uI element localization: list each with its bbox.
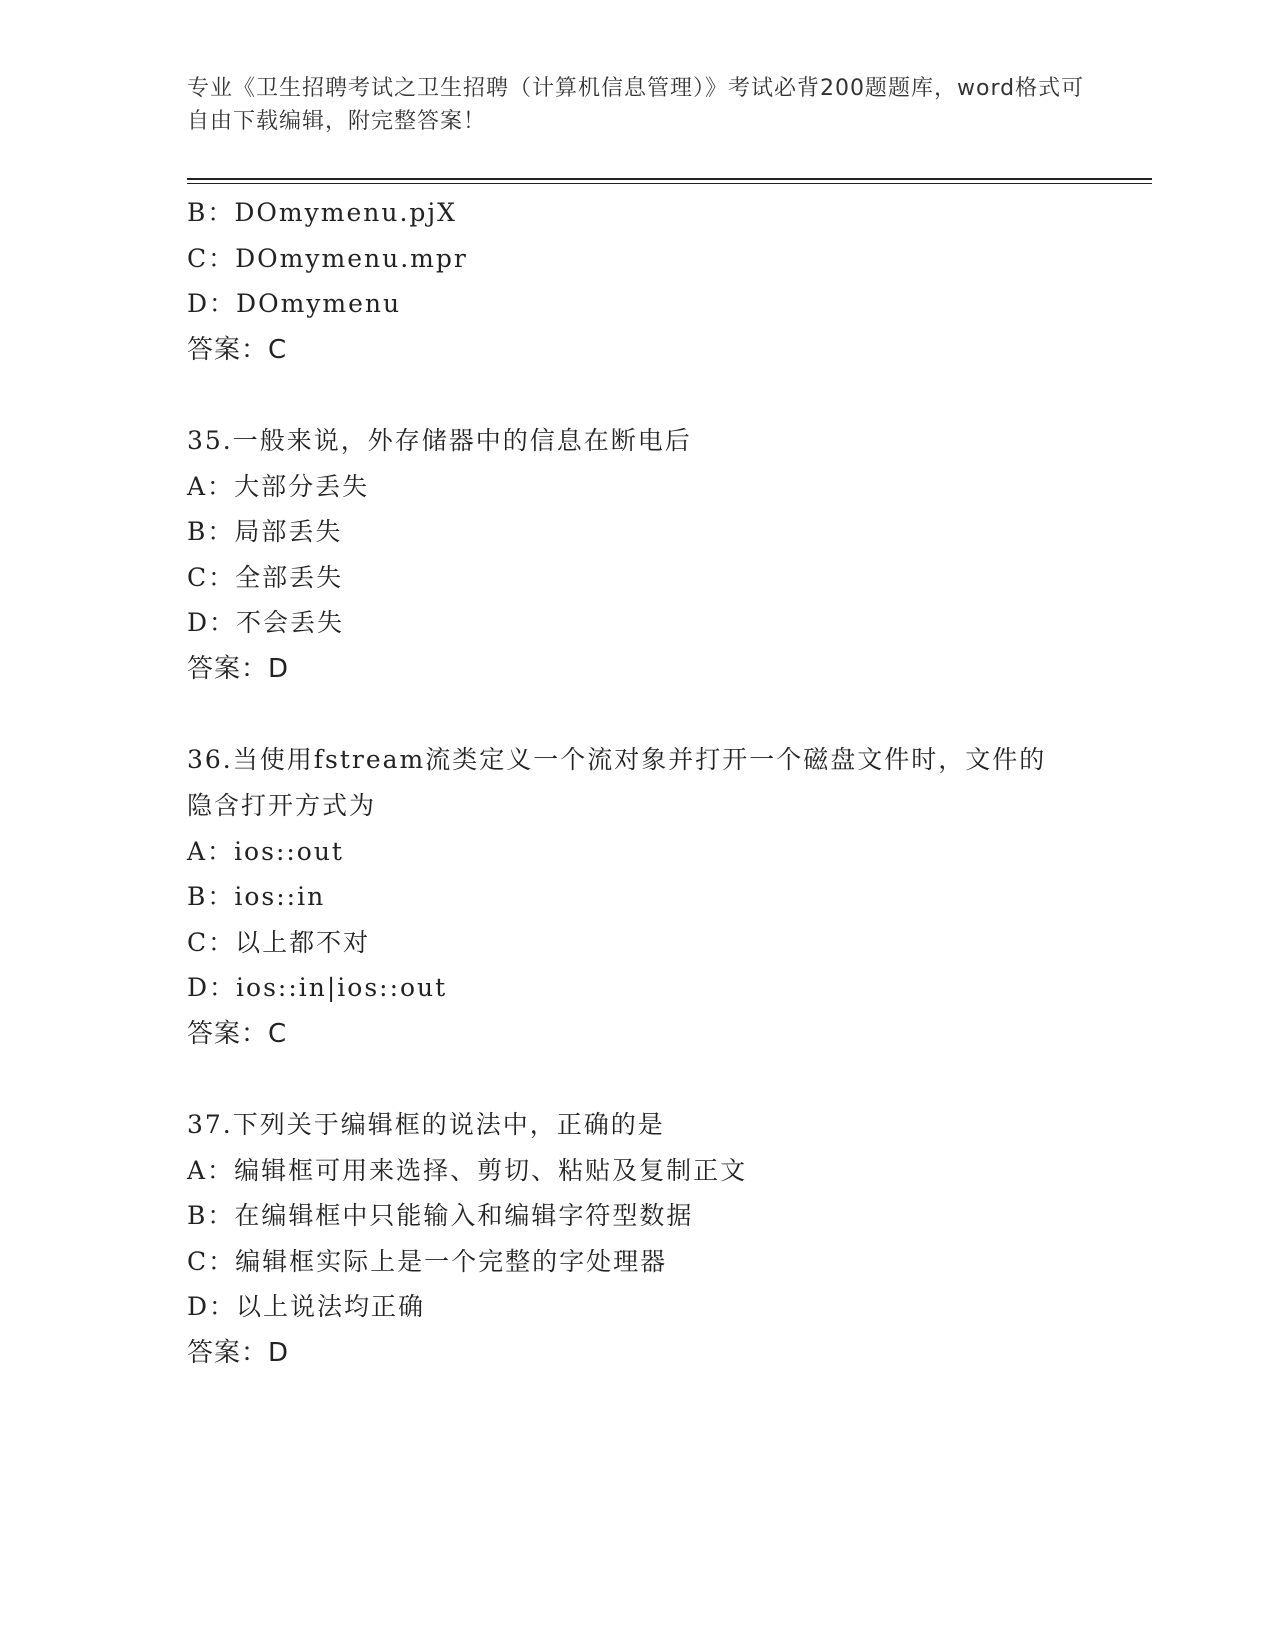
question-36 <box>187 737 1087 1057</box>
answer-line: 答案：D <box>187 1337 290 1368</box>
option-b: B：ios::in <box>187 882 326 911</box>
option-b: B：在编辑框中只能输入和编辑字符型数据 <box>187 1201 694 1230</box>
option-b: B：DOmymenu.pjX <box>187 198 457 227</box>
question-34-continued <box>187 190 1087 373</box>
option-a: A：ios::out <box>187 836 344 866</box>
option-c: C：全部丢失 <box>187 562 344 592</box>
question-title: 37.下列关于编辑框的说法中，正确的是 <box>187 1109 665 1139</box>
option-d: D：不会丢失 <box>187 608 345 637</box>
answer-line: 答案：C <box>187 1018 288 1049</box>
option-a: A：编辑框可用来选择、剪切、粘贴及复制正文 <box>187 1155 748 1185</box>
option-d: D：ios::in|ios::out <box>187 973 448 1002</box>
option-a: A：大部分丢失 <box>187 471 370 501</box>
option-b: B：局部丢失 <box>187 517 343 546</box>
option-c: C：以上都不对 <box>187 927 371 957</box>
question-37 <box>187 1102 1087 1376</box>
header-rule-thin <box>187 183 1152 184</box>
page-header: 专业《卫生招聘考试之卫生招聘（计算机信息管理）》考试必背200题题库，word格式可自由下载编辑，附完整答案！ <box>187 76 1085 134</box>
question-35 <box>187 418 1087 692</box>
question-title: 35.一般来说，外存储器中的信息在断电后 <box>187 425 692 455</box>
header-rule-thick <box>187 178 1152 180</box>
question-title: 36.当使用fstream流类定义一个流对象并打开一个磁盘文件时，文件的隐含打开方式为 <box>187 744 1047 820</box>
answer-line: 答案：D <box>187 653 290 684</box>
option-c: C：DOmymenu.mpr <box>187 243 468 273</box>
option-c: C：编辑框实际上是一个完整的字处理器 <box>187 1246 668 1276</box>
option-d: D：DOmymenu <box>187 289 402 318</box>
question-list <box>187 190 1087 1376</box>
option-d: D：以上说法均正确 <box>187 1292 426 1321</box>
answer-line: 答案：C <box>187 334 288 365</box>
